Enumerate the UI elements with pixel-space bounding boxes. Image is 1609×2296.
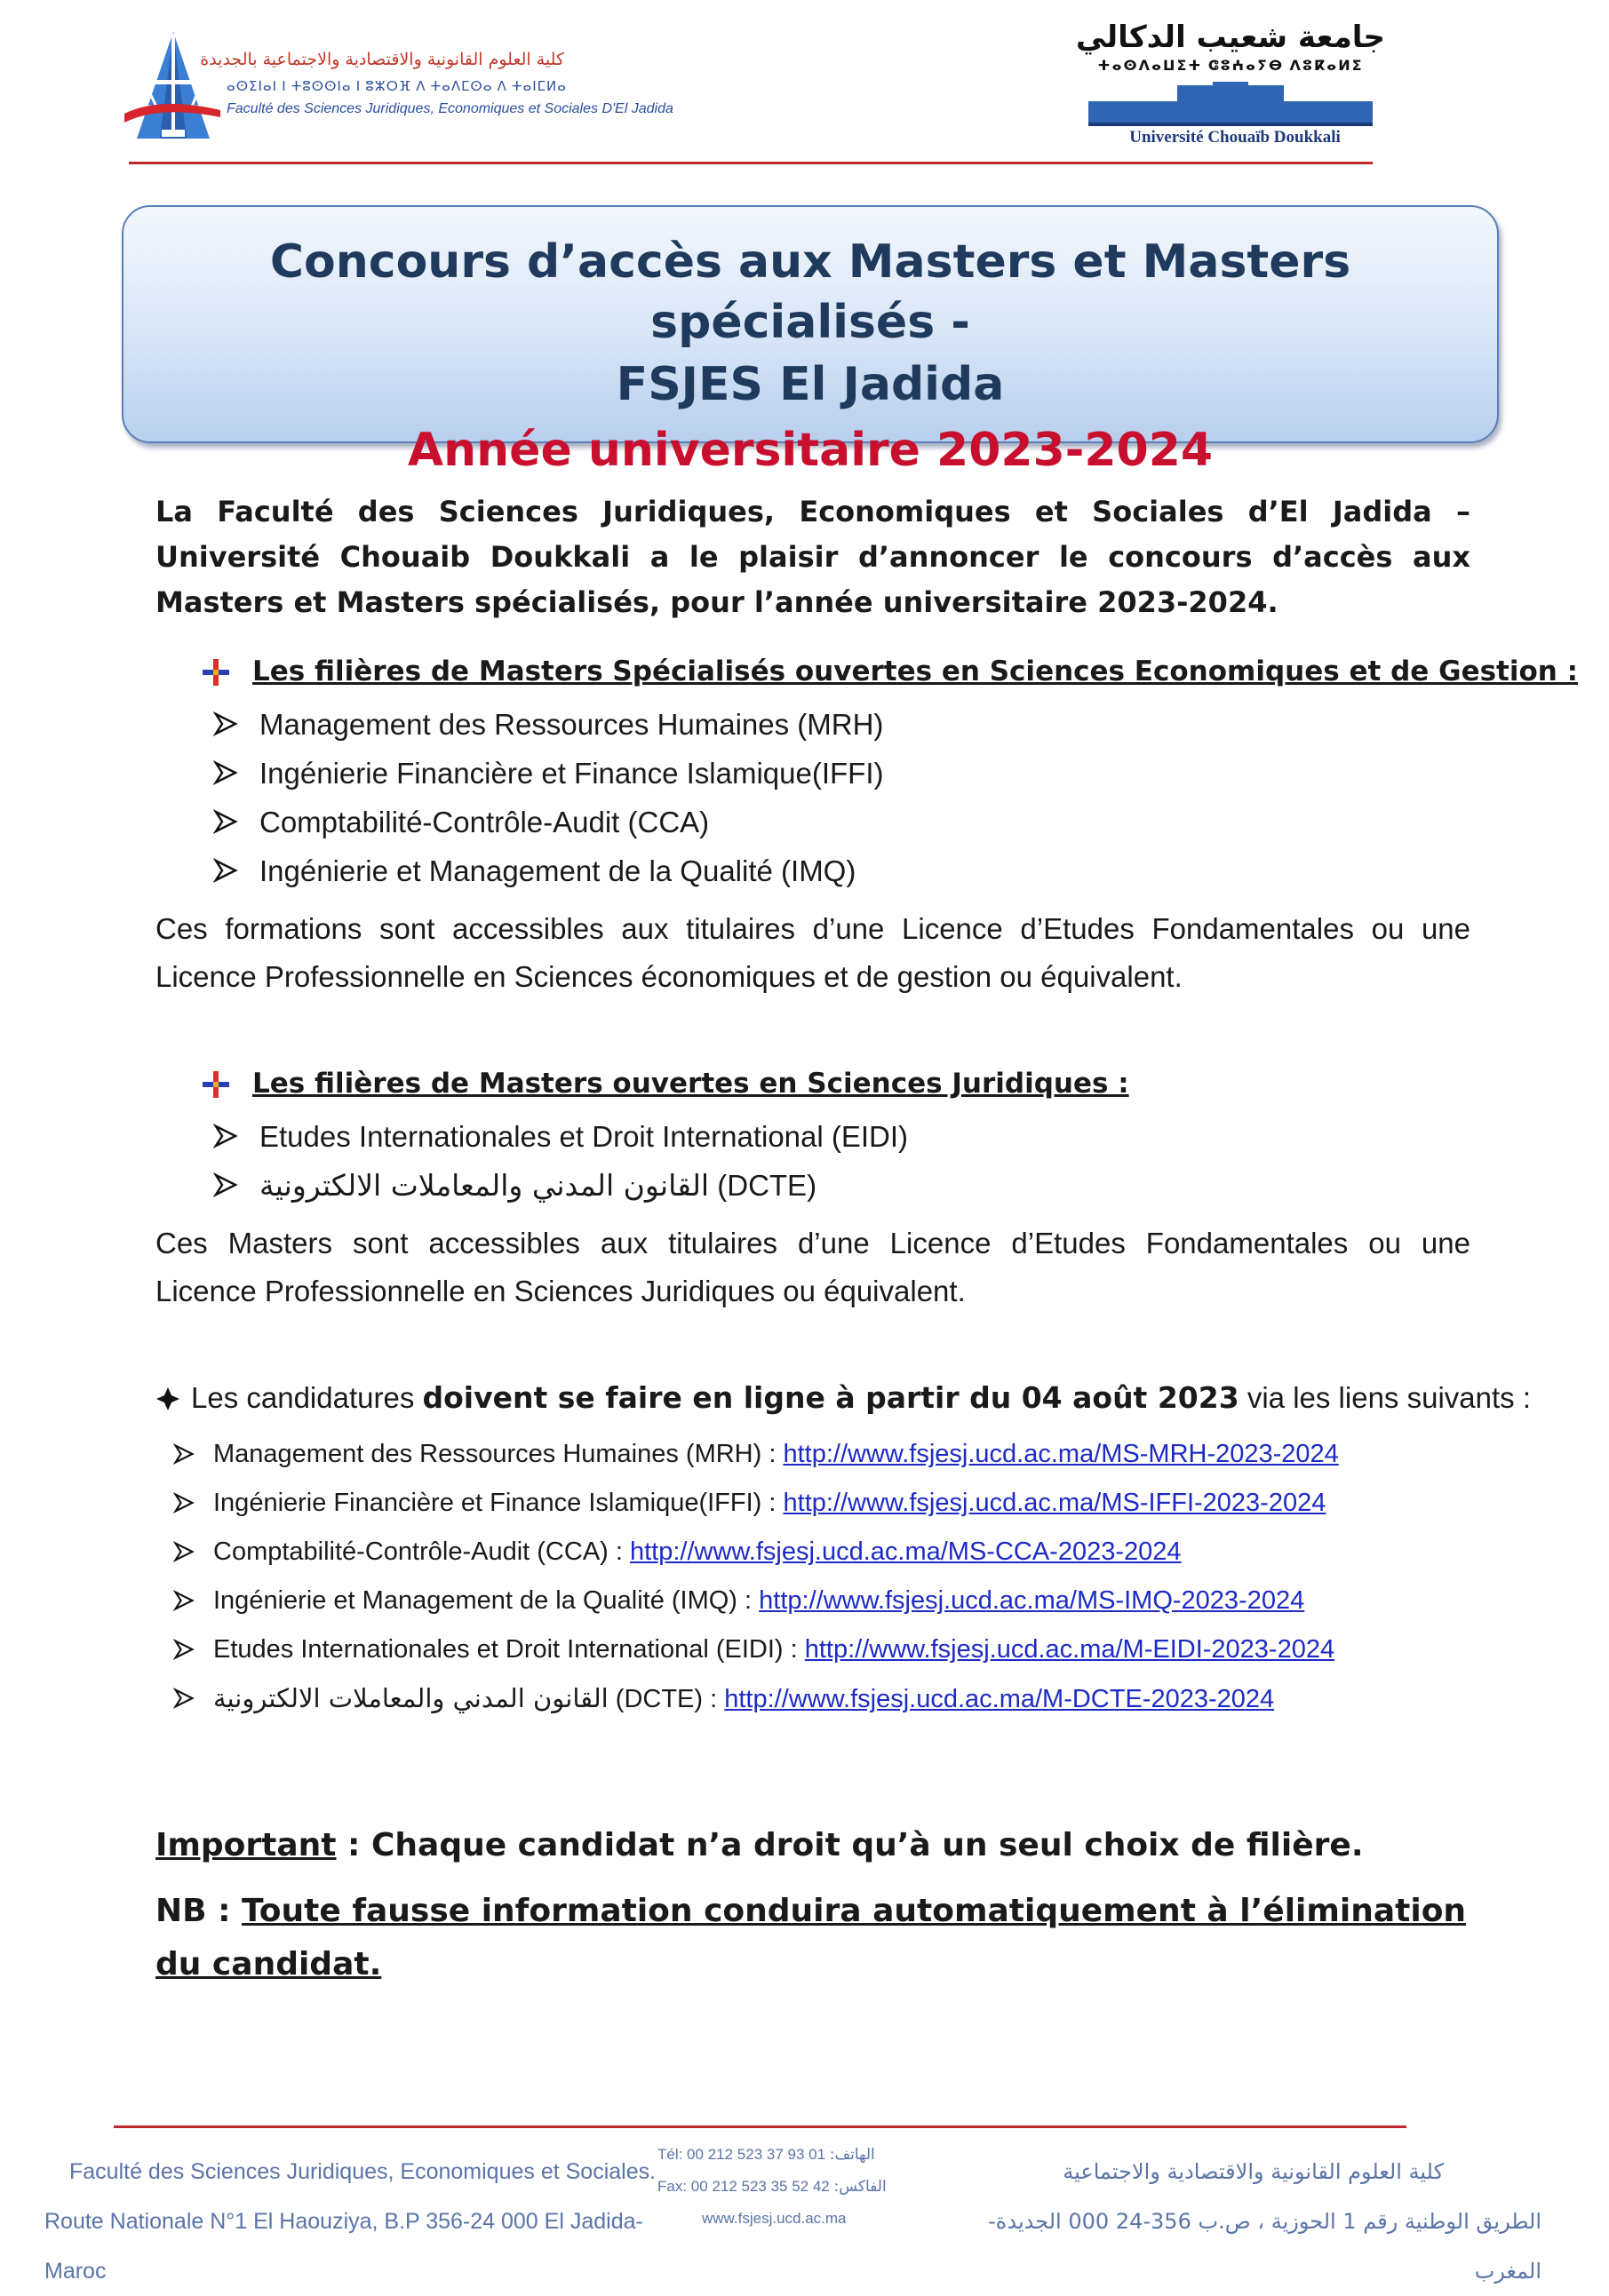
title-line-2: FSJES El Jadida (616, 358, 1005, 411)
footer-contact: Tél: 00 212 523 37 93 01 :الهاتف Fax: 00 212 523 35 52 42 :الفاكس www.fsjesj.ucd.ac.ma (657, 2139, 906, 2235)
arrow-bullet-icon (213, 809, 238, 834)
faculty-name-arabic: كلية العلوم القانونية والاقتصادية والاجتماعية بالجديدة (200, 50, 564, 69)
arrow-bullet-icon (173, 1443, 195, 1465)
link-m-dcte[interactable]: http://www.fsjesj.ucd.ac.ma/M-DCTE-2023-2024 (724, 1685, 1275, 1713)
section-bullet-icon (203, 1071, 229, 1098)
university-name-arabic: جامعة شعيب الدكالي (1075, 20, 1386, 55)
university-emblem-icon (1079, 82, 1382, 128)
arrow-bullet-icon (213, 760, 238, 785)
footer-divider (114, 2125, 1406, 2128)
link-ms-cca[interactable]: http://www.fsjesj.ucd.ac.ma/MS-CCA-2023-2024 (630, 1537, 1182, 1566)
footer-address-french: Faculté des Sciences Juridiques, Economiques et Sociales. Route Nationale N°1 El Haouziya, B.P 356-24 000 El Jadida-Maroc (44, 2159, 657, 2284)
arrow-bullet-icon (173, 1590, 195, 1611)
faculty-name-french: Faculté des Sciences Juridiques, Economiques et Sociales D'El Jadida (227, 101, 673, 116)
university-name-french: Université Chouaïb Doukkali (1129, 128, 1341, 147)
arrow-bullet-icon (173, 1541, 195, 1562)
footer-fax: Fax: 00 212 523 35 52 42 (657, 2178, 830, 2195)
faculty-logo (124, 25, 673, 149)
title-academic-year: Année universitaire 2023-2024 (407, 424, 1214, 477)
law-eligibility-note: Ces Masters sont accessibles aux titulaires d’une Licence d’Etudes Fondamentales ou une Licence Professionnelle en Sciences Juridiques ou équivalent. (155, 1227, 1470, 1307)
important-notice: Important : Chaque candidat n’a droit qu’à un seul choix de filière. (155, 1827, 1364, 1863)
section-bullet-icon (203, 659, 229, 686)
footer-tel: Tél: 00 212 523 37 93 01 (657, 2146, 826, 2163)
faculty-emblem-icon (124, 25, 222, 145)
arrow-bullet-icon (213, 711, 238, 736)
footer-website: www.fsjesj.ucd.ac.ma (702, 2210, 847, 2227)
university-logo (1075, 20, 1386, 153)
link-ms-imq[interactable]: http://www.fsjesj.ucd.ac.ma/MS-IMQ-2023-2024 (759, 1586, 1305, 1615)
arrow-bullet-icon (173, 1688, 195, 1709)
arrow-bullet-icon (213, 858, 238, 883)
section-heading-law: Les filières de Masters ouvertes en Sciences Juridiques : (252, 1068, 1129, 1100)
diamond-bullet-icon (155, 1386, 180, 1411)
university-name-tifinagh: ⵜⴰⵙⴷⴰⵡⵉⵜ ⵛⵓⵄⴰⵢⴱ ⴷⵓⴽⴰⵍⵉ (1097, 59, 1364, 74)
economics-eligibility-note: Ces formations sont accessibles aux titulaires d’une Licence d’Etudes Fondamentales ou une Licence Professionnelle en Sciences économiques et de gestion ou équivalent. (155, 912, 1470, 993)
arrow-bullet-icon (213, 1172, 238, 1197)
intro-paragraph: La Faculté des Sciences Juridiques, Economiques et Sociales d’El Jadida – Université Chouaib Doukkali a le plaisir d’annoncer le concours d’accès aux Masters et Masters spécialisés, pour l’année universitaire 2023-2024. (155, 495, 1470, 619)
footer-address-arabic: كلية العلوم القانونية والاقتصادية والاجتماعية الطريق الوطنية رقم 1 الحوزية ، ص.ب 356-24 000 الجديدة-المغرب (988, 2159, 1541, 2284)
faculty-name-tifinagh: ⴰⵙⵉⵏⴰⵏ ⵏ ⵜⵓⵙⵙⵏⴰ ⵏ ⵓⵣⵔⴼ ⴷ ⵜⴰⴷⵎⵙⴰ ⴷ ⵜⴰⵏⵎⵍⴰ (227, 79, 567, 94)
header-divider (129, 162, 1373, 164)
arrow-bullet-icon (213, 1124, 238, 1148)
nb-notice: NB : Toute fausse information conduira automatiquement à l’élimination du candidat. (155, 1893, 1467, 1982)
title-box (122, 205, 1499, 477)
title-line-1: Concours d’accès aux Masters et Masters spécialisés - (269, 235, 1351, 349)
arrow-bullet-icon (173, 1492, 195, 1513)
section-heading-economics: Les filières de Masters Spécialisés ouvertes en Sciences Economiques et de Gestion : (252, 655, 1579, 687)
arrow-bullet-icon (173, 1639, 195, 1660)
link-m-eidi[interactable]: http://www.fsjesj.ucd.ac.ma/M-EIDI-2023-2024 (804, 1635, 1335, 1664)
link-ms-iffi[interactable]: http://www.fsjesj.ucd.ac.ma/MS-IFFI-2023-2024 (783, 1489, 1326, 1517)
application-instructions: Les candidatures doivent se faire en ligne à partir du 04 août 2023 via les liens suivants : (155, 1377, 1488, 1419)
link-ms-mrh[interactable]: http://www.fsjesj.ucd.ac.ma/MS-MRH-2023-2024 (783, 1440, 1339, 1468)
